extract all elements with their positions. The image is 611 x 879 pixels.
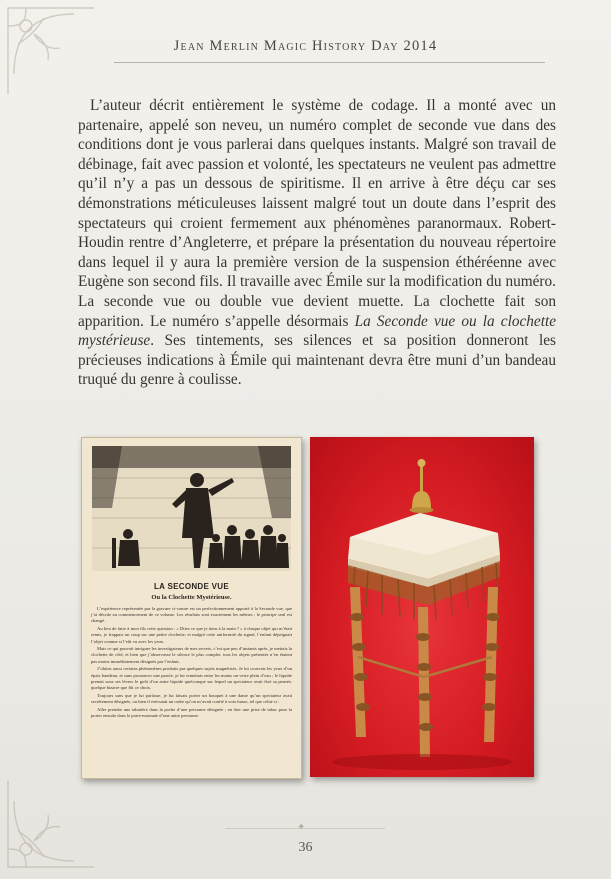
engraving-illustration bbox=[81, 437, 302, 779]
corner-ornament bbox=[4, 776, 99, 871]
footer-ornament: ✦ bbox=[297, 822, 306, 833]
running-header: Jean Merlin Magic History Day 2014 bbox=[173, 38, 438, 54]
engraving-caption: L’expérience représentée par la gravure ci-contre est un perfectionnement apporté à la Seconde vue, que j’ai décrite au commencement de ce volume. Les résultats sont exactement les mêmes ; le principe seul est changé. Au lieu de faire à mon fils cette question : « Dites ce que je tiens à la main ? » à chaque objet qui m’était remis, je frappais un coup sur une petite clochette, et malgré cette uniformité du signal, l’enfant dépeignait l’objet comme si l’eût vu avec les yeux. Mais ce qui pouvait intriguer les investigateurs de mes secrets, c’est que peu d’instants après, je mettais la clochette de côté, et bien que j’observasse le silence le plus complet, tous les objets présentés n’en étaient pas moins immédiatement désignés par l’enfant. J’obtins aussi certains phénomènes produits par quelques sujets magnétisés. Je lui couvrais les yeux d’un épais bandeau, et sans prononcer une parole, je lui remettais entre les mains un verre plein d’eau ; le liquide prenait sous ses lèvres le goût d’un autre liquide quelconque sur lequel un spectateur avait fixé sa pensée, quelque bizarre que fût ce choix. Toujours sans que je lui parlasse, je lui faisais porter un bouquet à une dame qu’un spectateur avait secrètement désignée, ou bien il exécutait un ordre qu’on m’avait confié à voix basse, tel que celui-ci : Aller prendre une tabatière dans la poche d’une personne désignée ; en ôter une prise de tabac pour la porter ensuite dans le porte-monnaie d’une autre personne. bbox=[91, 606, 292, 718]
magician-engraving bbox=[82, 438, 301, 578]
italic-title: La Seconde vue ou la clochette mystérieuse bbox=[78, 312, 556, 350]
page-number: 36 bbox=[298, 840, 313, 855]
photo-bell-stool bbox=[310, 437, 534, 777]
bell-on-stool-photo bbox=[310, 437, 534, 777]
header-divider bbox=[114, 62, 545, 63]
engraving-subtitle: Ou la Clochette Mystérieuse. bbox=[151, 594, 232, 601]
body-paragraph: L’auteur décrit entièrement le système de codage. Il a monté avec un partenaire, appelé son neveu, un numéro complet de seconde vue dans des conditions dont je vous parlerai dans quelques instants. Malgré son travail de débinage, fait avec passion et volonté, les spectateurs ne veulent pas admettre qu’il n’y a pas un dessous de spiritisme. Il en arrive à être déçu car ses démonstrations méticuleuses laissent malgré tout un doute dans l’esprit des spectateurs qui croient fermement aux phénomènes paranormaux. Robert-Houdin rentre d’Angleterre, et prépare la présentation du nouveau répertoire dans lequel il y aura la première version de la suspension éthéréenne avec Eugène son second fils. Il travaille avec Émile sur la modification du numéro. La seconde vue ou double vue devient muette. La clochette fait son apparition. Le numéro s’appelle désormais La Seconde vue ou la clochette mystérieuse. Ses tintements, ses silences et sa position donneront les précieuses indications à Émile qui maintenant devra être muni d’un bandeau truqué du genre à coulisse. bbox=[78, 97, 556, 389]
engraving-title: LA SECONDE VUE bbox=[153, 582, 230, 591]
